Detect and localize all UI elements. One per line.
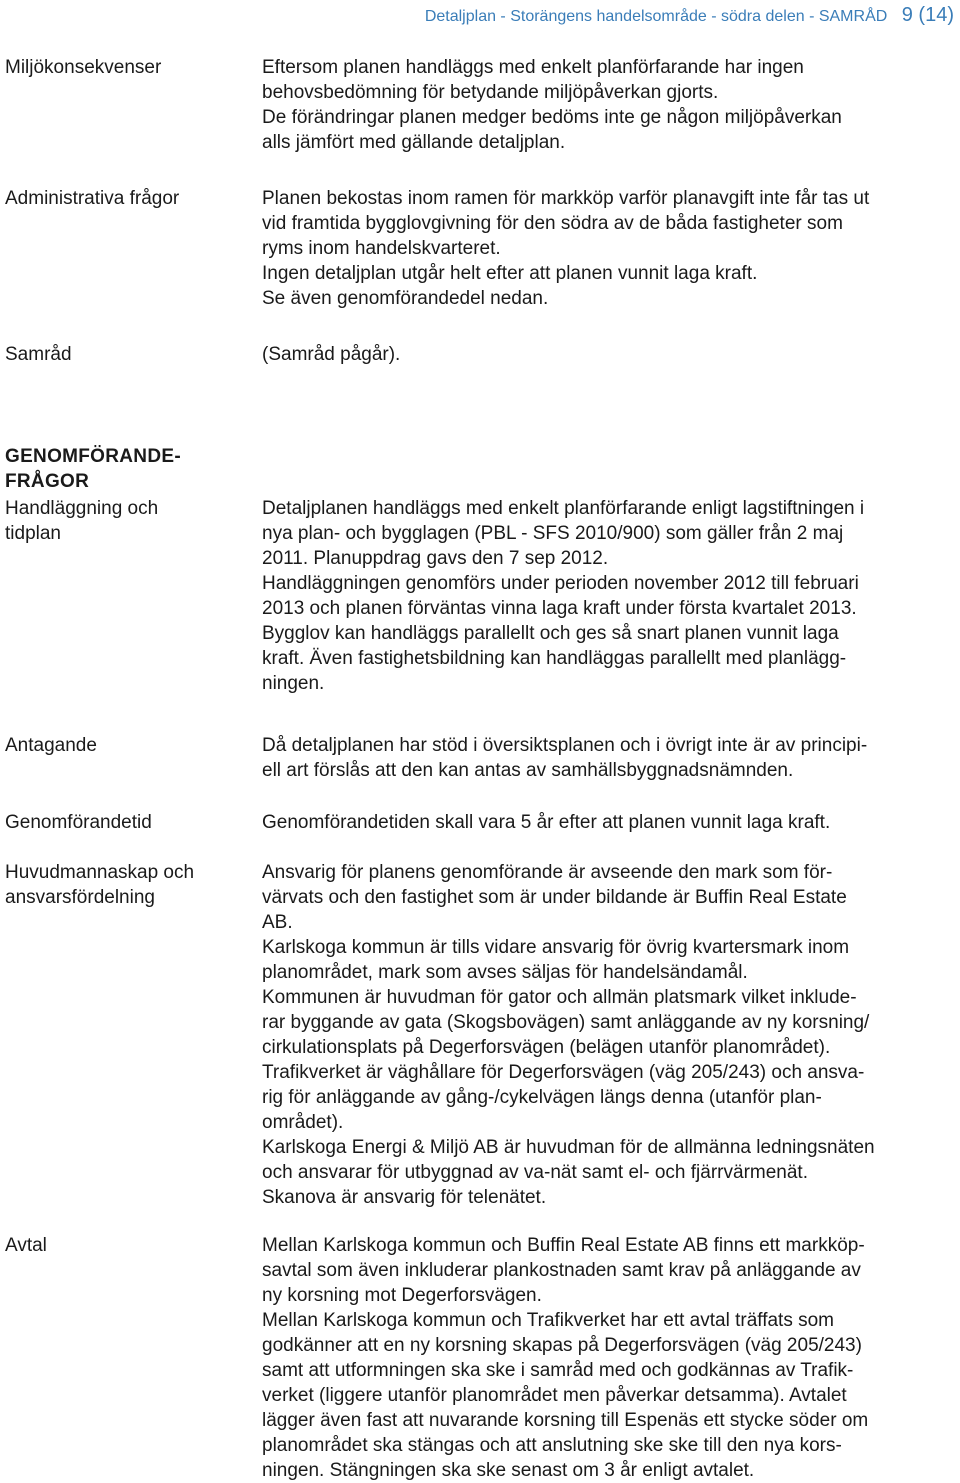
label-administrativa-fragor: Administrativa frågor <box>5 188 180 209</box>
label-genomforandetid: Genomförandetid <box>5 812 152 833</box>
label-antagande: Antagande <box>5 735 97 756</box>
label-samrad: Samråd <box>5 344 72 365</box>
label-huvudmannaskap: Huvudmannaskap och ansvarsfördelning <box>5 862 195 908</box>
page-number: 9 (14) <box>901 4 954 26</box>
page-header <box>425 4 954 27</box>
text-miljokonsekvenser: Eftersom planen handläggs med enkelt planförfarande har ingen behovsbedömning för betydande miljöpåverkan gjorts. De förändringar planen medger bedöms inte ge någon miljöpåverkan alls jämfört med gällande detaljplan. <box>262 57 842 153</box>
text-handlaggning-och-tidplan: Detaljplanen handläggs med enkelt planförfarande enligt lagstiftningen i nya plan- och bygglagen (PBL - SFS 2010/900) som gäller från 2 maj 2011. Planuppdrag gavs den 7 sep 2012. Handläggningen genomförs under perioden november 2012 till februari 2013 och planen förväntas vinna laga kraft under första kvartalet 2013. Bygglov kan handläggs parallellt och ges så snart planen vunnit laga kraft. Även fastighetsbildning kan handläggas parallellt med planlägg- ningen. <box>262 498 865 694</box>
text-samrad: (Samråd pågår). <box>262 344 401 365</box>
label-avtal: Avtal <box>5 1235 47 1256</box>
text-antagande: Då detaljplanen har stöd i översiktsplanen och i övrigt inte är av principi- ell art förslås att den kan antas av samhällsbyggnadsnämnden. <box>262 735 868 781</box>
text-genomforandetid: Genomförandetiden skall vara 5 år efter att planen vunnit laga kraft. <box>262 812 831 833</box>
label-miljokonsekvenser: Miljökonsekvenser <box>5 57 162 78</box>
text-huvudmannaskap: Ansvarig för planens genomförande är avseende den mark som för- värvats och den fastighet som är under bildande är Buffin Real Estate AB. Karlskoga kommun är tills vidare ansvarig för övrig kvartersmark inom planområdet, mark som avses säljas för handelsändamål. Kommunen är huvudman för gator och allmän platsmark vilket inklude- rar byggande av gata (Skogsbovägen) samt anläggande av ny korsning/ cirkulationsplats på Degerforsvägen (belägen utanför planområdet). Trafikverket är väghållare för Degerforsvägen (väg 205/243) och ansva- rig för anläggande av gång-/cykelvägen längs denna (utanför plan- området). Karlskoga Energi & Miljö AB är huvudman för de allmänna ledningsnäten och ansvarar för utbyggnad av va-nät samt el- och fjärrvärmenät. Skanova är ansvarig för telenätet. <box>262 862 875 1208</box>
text-administrativa-fragor: Planen bekostas inom ramen för markköp varför planavgift inte får tas ut vid framtida bygglovgivning för den södra av de båda fastigheter som ryms inom handelskvarteret. Ingen detaljplan utgår helt efter att planen vunnit laga kraft. Se även genomförandedel nedan. <box>262 188 870 309</box>
section-heading-genomforandefragor: GENOMFÖRANDE- FRÅGOR <box>5 446 181 492</box>
text-avtal: Mellan Karlskoga kommun och Buffin Real Estate AB finns ett markköp- savtal som även inkluderar plankostnaden samt krav på anläggande av ny korsning mot Degerforsvägen. Mellan Karlskoga kommun och Trafikverket har ett avtal träffats som godkänner att en ny korsning skapas på Degerforsvägen (väg 205/243) samt att utformningen ska ske i samråd med och godkännas av Trafik- verket (liggere utanför planområdet men påverkar detsamma). Avtalet lägger även fast att nuvarande korsning till Espenäs ett stycke söder om planområdet ska stängas och att anslutning ske ske till den nya kors- ningen. Stängningen ska ske senast om 3 år enligt avtalet. <box>262 1235 869 1481</box>
document-title: Detaljplan - Storängens handelsområde - södra delen - SAMRÅD <box>424 8 888 25</box>
label-handlaggning-och-tidplan: Handläggning och tidplan <box>5 498 159 544</box>
